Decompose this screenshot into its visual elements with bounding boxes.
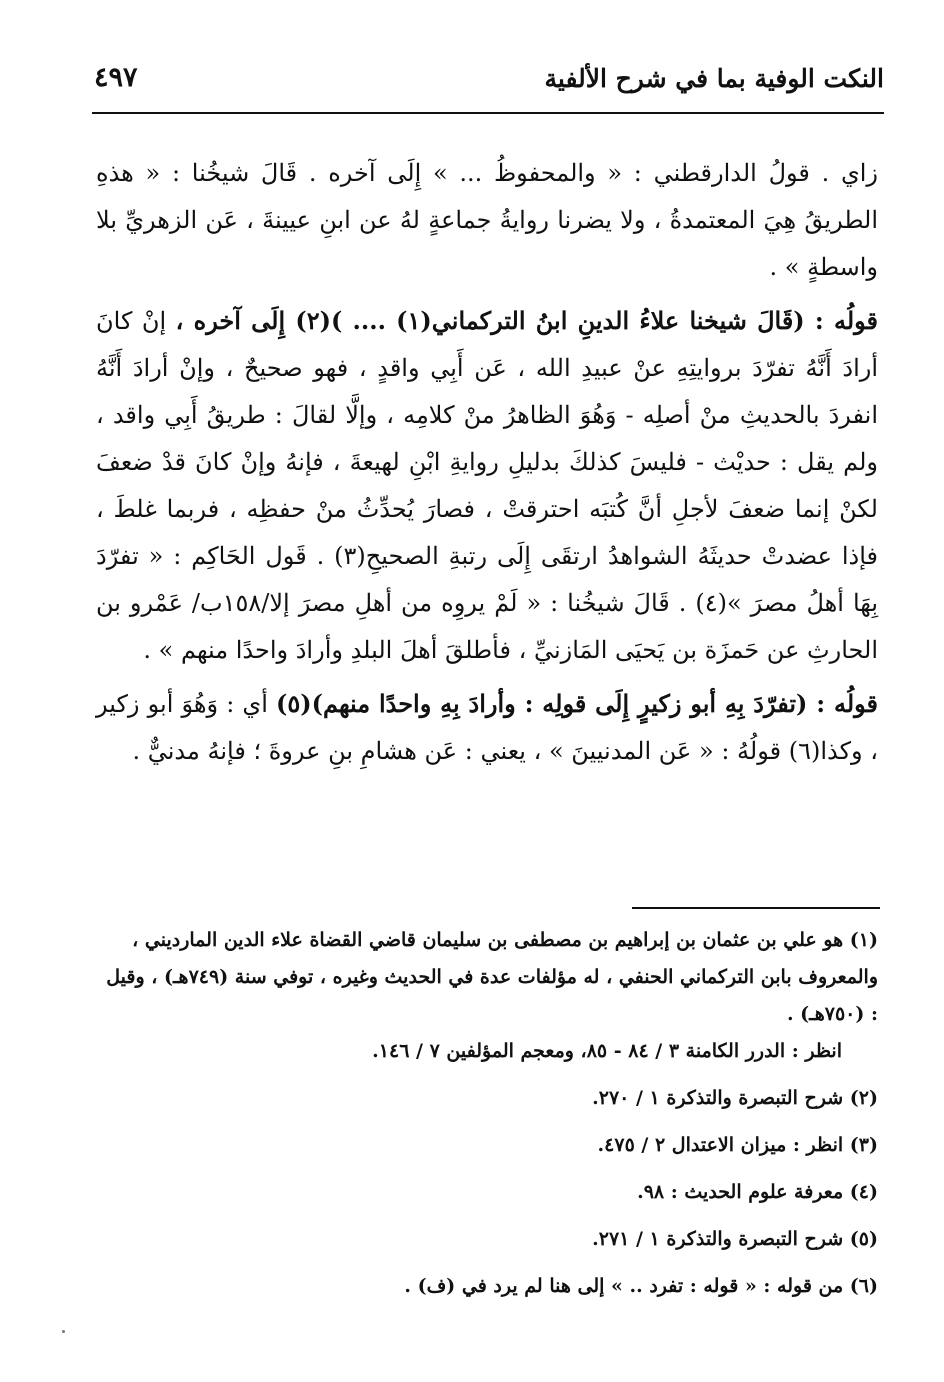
- main-text: [96, 150, 878, 775]
- footnote-marker: (٤): [849, 1181, 878, 1203]
- footnotes: [100, 922, 878, 1315]
- footnote-marker: (٣): [849, 1134, 878, 1156]
- quoted-lemma: قولُه : (تفرّدَ بِهِ أبو زكيرٍ إِلَى قولِه : وأرادَ بِهِ واحدًا منهم)(٥): [276, 689, 878, 718]
- header-rule: [92, 112, 884, 114]
- page-number: ٤٩٧: [94, 62, 138, 93]
- footnote-1: [100, 922, 878, 1070]
- footnote-text: هو علي بن عثمان بن إبراهيم بن مصطفى بن سليمان قاضي القضاة علاء الدين المارديني ، والمعروف بابن التركماني الحنفي ، له مؤلفات عدة في الحديث وغيره ، توفي سنة (٧٤٩هـ) ، وقيل : (٧٥٠هـ) .: [106, 929, 878, 1025]
- footnote-text: من قوله : « قوله : تفرد .. » إلى هنا لم يرد في (ف) .: [404, 1275, 844, 1297]
- paragraph-text: إنْ كانَ أرادَ أَنَّهُ تفرّدَ بروايتِهِ عنْ عبيدِ الله ، عَن أَبِي واقدٍ ، فهو صحيحٌ ، وإنْ أرادَ أَنَّهُ انفردَ بالحديثِ منْ أصلِه - وَهُوَ الظاهرُ منْ كلامِه ، وإلَّا لقالَ : طريقُ أَبِي واقد ، ولم يقل : حديْث - فليسَ كذلكَ بدليلِ روايةِ ابْنِ لهيعةَ ، فإنهُ وإنْ كانَ قدْ ضعفَ لكنْ إنما ضعفَ لأجلِ أنَّ كُتبَه احترقتْ ، فصارَ يُحدِّثُ منْ حفظِه ، فربما غلطَ ، فإذا عضدتْ حديثَهُ الشواهدُ ارتقَى إِلَى رتبةِ الصحيحِ(٣) . قَول الحَاكِم : « تفرّدَ بِهَا أهلُ مصرَ »(٤) . قَالَ شيخُنا : « لَمْ يروِه من أهلِ مصرَ إلا/١٥٨ب/ عَمْرو بن الحارثِ عن حَمزَة بن يَحيَى المَازنيِّ ، فأطلقَ أهلَ البلدِ وأرادَ واحدًا منهم » .: [96, 307, 879, 664]
- footnote-6: [100, 1268, 878, 1305]
- footnote-text: شرح التبصرة والتذكرة ١ / ٢٧١.: [592, 1228, 844, 1250]
- footnote-marker: (١): [849, 929, 878, 951]
- paragraph: [96, 150, 878, 291]
- footnote-source: انظر : الدرر الكامنة ٣ / ٨٤ - ٨٥، ومعجم المؤلفين ٧ / ١٤٦.: [372, 1040, 842, 1062]
- footnote-2: [100, 1080, 878, 1117]
- paragraph: [96, 297, 878, 674]
- paragraph: [96, 680, 878, 775]
- footnote-5: [100, 1221, 878, 1258]
- footnote-marker: (٢): [849, 1087, 878, 1109]
- footnote-text: انظر : ميزان الاعتدال ٢ / ٤٧٥.: [597, 1134, 844, 1156]
- footnote-marker: (٥): [849, 1228, 878, 1250]
- footnote-text: معرفة علوم الحديث : ٩٨.: [637, 1181, 844, 1203]
- page-header: [92, 54, 884, 112]
- footnote-4: [100, 1174, 878, 1211]
- footnote-separator: [632, 907, 880, 909]
- paragraph-text: أي : وَهُوَ أبو زكير ، وكذا(٦) قولُهُ : « عَن المدنيينَ » ، يعني : عَن هشامِ بنِ عروةَ ؛ فإنهُ مدنيٌّ .: [96, 690, 878, 765]
- paragraph-text: زاي . قولُ الدارقطني : « والمحفوظُ ... » إِلَى آخره . قَالَ شيخُنا : « هذهِ الطريقُ هِيَ المعتمدةُ ، ولا يضرنا روايةُ جماعةٍ لهُ عن ابنِ عيينةَ ، عَن الزهريِّ بلا واسطةٍ » .: [96, 159, 878, 281]
- quoted-lemma: قولُه : (قَالَ شيخنا علاءُ الدينِ ابنُ التركماني(١) .... )(٢) إِلَى آخره ،: [175, 306, 878, 335]
- running-title: النكت الوفية بما في شرح الألفية: [544, 64, 884, 93]
- footnote-text: شرح التبصرة والتذكرة ١ / ٢٧٠.: [592, 1087, 844, 1109]
- footnote-marker: (٦): [849, 1275, 878, 1297]
- scan-speck: [62, 1330, 65, 1333]
- footnote-3: [100, 1127, 878, 1164]
